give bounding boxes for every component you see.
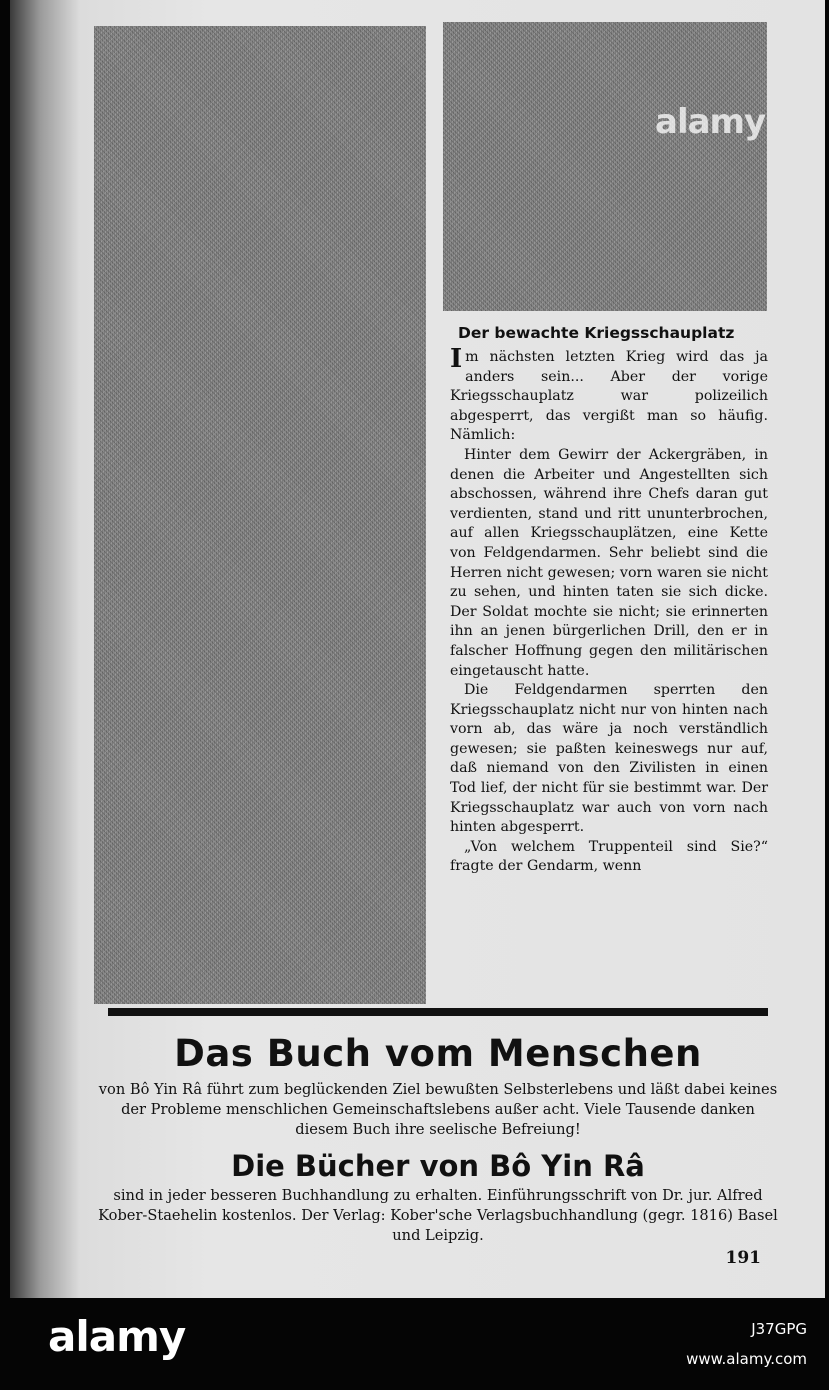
article-paragraph-4: „Von welchem Truppenteil sind Sie?“ fragte der Gendarm, wenn: [450, 838, 768, 875]
article-title: Der bewachte Kriegsschauplatz: [458, 324, 735, 342]
divider-rule: [108, 1008, 768, 1016]
photo-left: [94, 26, 426, 1004]
watermark-text: alamy: [655, 102, 766, 142]
footer-url: www.alamy.com: [686, 1350, 807, 1368]
alamy-logo: alamy: [48, 1312, 186, 1361]
image-id: J37GPG: [751, 1320, 807, 1338]
article-paragraph-3: Die Feldgendarmen sperrten den Kriegsschauplatz nicht nur von hinten nach vorn ab, das wäre ja noch verständlich gewesen; sie paßten keineswegs nur auf, daß niemand von den Zivilisten in einen Tod lief, der nicht für sie bestimmt war. Der Kriegsschauplatz war auch von vorn nach hinten abgesperrt.: [450, 682, 768, 836]
article-paragraph-1: Im nächsten letzten Krieg wird das ja anders sein... Aber der vorige Kriegsschauplatz war polizeilich abgesperrt, das vergißt man so häufig. Nämlich:: [450, 344, 768, 444]
article: [450, 322, 768, 877]
ad-text-1: von Bô Yin Râ führt zum beglückenden Ziel bewußten Selbsterlebens und läßt dabei keines der Probleme menschlichen Gemeinschaftslebens außer acht. Viele Tausende danken diesem Buch ihre seelische Befreiung!: [98, 1081, 778, 1138]
ad-headline: Das Buch vom Menschen: [174, 1032, 702, 1075]
photo-right: [443, 22, 767, 311]
page-number: 191: [725, 1248, 761, 1268]
dropcap: I: [450, 344, 463, 374]
stock-footer: [0, 1298, 829, 1390]
ad-text-2: sind in jeder besseren Buchhandlung zu erhalten. Einführungsschrift von Dr. jur. Alfred Kober-Staehelin kostenlos. Der Verlag: Kober'sche Verlagsbuchhandlung (gegr. 1816) Basel und Leipzig.: [98, 1187, 778, 1244]
article-paragraph-2: Hinter dem Gewirr der Ackergräben, in denen die Arbeiter und Angestellten sich abschossen, während ihre Chefs daran gut verdienten, stand und ritt ununterbrochen, auf allen Kriegsschauplätzen, eine Kette von Feldgendarmen. Sehr beliebt sind die Herren nicht gewesen; vorn waren sie nicht zu sehen, und hinten taten sie sich dicke. Der Soldat mochte sie nicht; sie erinnerten ihn an jenen bürgerlichen Drill, den er in falscher Hoffnung gegen den militärischen eingetauscht hatte.: [450, 446, 768, 679]
advertisement: [98, 1028, 778, 1246]
magazine-page: [10, 0, 825, 1298]
ad-subhead: Die Bücher von Bô Yin Râ: [231, 1149, 645, 1183]
